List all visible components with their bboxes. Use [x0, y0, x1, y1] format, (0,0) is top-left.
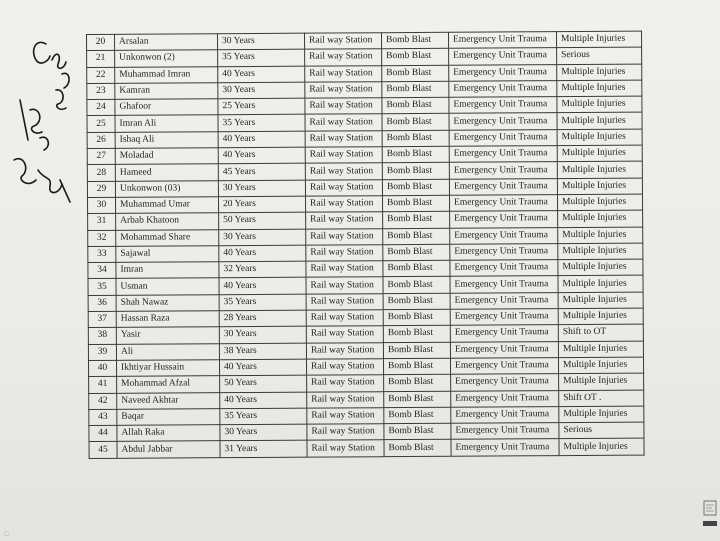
patient-age: 35 Years: [218, 115, 305, 132]
row-number: 40: [88, 360, 116, 376]
patient-condition: Multiple Injuries: [558, 210, 643, 227]
patient-condition: Multiple Injuries: [557, 80, 642, 97]
injury-cause: Bomb Blast: [382, 195, 449, 212]
treating-unit: Emergency Unit Trauma: [449, 97, 557, 114]
patient-age: 40 Years: [219, 245, 306, 262]
patient-age: 35 Years: [219, 294, 306, 311]
treating-unit: Emergency Unit Trauma: [450, 292, 558, 309]
patient-age: 40 Years: [219, 278, 306, 295]
injury-cause: Bomb Blast: [383, 228, 450, 245]
patient-condition: Multiple Injuries: [558, 308, 643, 325]
row-number: 31: [88, 214, 116, 230]
injury-cause: Bomb Blast: [383, 342, 450, 359]
incident-location: Rail way Station: [305, 49, 382, 66]
patient-age: 31 Years: [220, 441, 307, 458]
patient-name: Usman: [116, 278, 219, 295]
incident-location: Rail way Station: [305, 114, 382, 131]
patient-name: Muhammad Imran: [115, 66, 218, 83]
incident-location: Rail way Station: [305, 147, 382, 164]
patient-age: 30 Years: [219, 229, 306, 246]
row-number: 44: [89, 425, 117, 441]
treating-unit: Emergency Unit Trauma: [450, 341, 558, 358]
patient-condition: Multiple Injuries: [558, 243, 643, 260]
treating-unit: Emergency Unit Trauma: [451, 423, 559, 440]
patient-condition: Multiple Injuries: [558, 259, 643, 276]
handwritten-annotation: [0, 30, 80, 210]
treating-unit: Emergency Unit Trauma: [450, 276, 558, 293]
incident-location: Rail way Station: [306, 326, 383, 343]
injury-cause: Bomb Blast: [384, 407, 451, 424]
treating-unit: Emergency Unit Trauma: [449, 129, 557, 146]
incident-location: Rail way Station: [305, 163, 382, 180]
footer-watermark-icon: ▢: [4, 531, 9, 537]
patient-name: Ikhtiyar Hussain: [116, 360, 219, 377]
injury-cause: Bomb Blast: [383, 260, 450, 277]
patient-name: Yasir: [116, 327, 219, 344]
row-number: 45: [89, 442, 117, 458]
treating-unit: Emergency Unit Trauma: [448, 32, 556, 49]
incident-location: Rail way Station: [307, 424, 384, 441]
incident-location: Rail way Station: [305, 65, 382, 82]
row-number: 41: [89, 377, 117, 393]
incident-location: Rail way Station: [307, 391, 384, 408]
row-number: 27: [87, 148, 115, 164]
patient-age: 20 Years: [218, 196, 305, 213]
treating-unit: Emergency Unit Trauma: [451, 374, 559, 391]
treating-unit: Emergency Unit Trauma: [451, 390, 559, 407]
row-number: 43: [89, 409, 117, 425]
patient-name: Unkonwon (03): [115, 180, 218, 197]
row-number: 35: [88, 279, 116, 295]
injury-cause: Bomb Blast: [384, 423, 451, 440]
incident-location: Rail way Station: [306, 245, 383, 262]
patient-name: Arbab Khatoon: [116, 213, 219, 230]
incident-location: Rail way Station: [307, 408, 384, 425]
injury-cause: Bomb Blast: [383, 358, 450, 375]
row-number: 24: [87, 100, 115, 116]
treating-unit: Emergency Unit Trauma: [449, 195, 557, 212]
incident-location: Rail way Station: [305, 179, 382, 196]
incident-location: Rail way Station: [306, 212, 383, 229]
patient-age: 30 Years: [218, 33, 305, 50]
treating-unit: Emergency Unit Trauma: [451, 439, 559, 456]
treating-unit: Emergency Unit Trauma: [450, 325, 558, 342]
row-number: 42: [89, 393, 117, 409]
injury-cause: Bomb Blast: [383, 244, 450, 261]
patient-name: Mohammad Share: [116, 229, 219, 246]
injury-cause: Bomb Blast: [384, 375, 451, 392]
patient-condition: Multiple Injuries: [557, 145, 642, 162]
row-number: 25: [87, 116, 115, 132]
patient-name: Ishaq Ali: [115, 131, 218, 148]
patient-name: Allah Raka: [117, 425, 220, 442]
patient-name: Abdul Jabbar: [117, 441, 220, 458]
row-number: 23: [87, 83, 115, 99]
patient-name: Ali: [116, 343, 219, 360]
injury-cause: Bomb Blast: [382, 81, 449, 98]
patient-condition: Multiple Injuries: [558, 227, 643, 244]
patient-age: 40 Years: [218, 131, 305, 148]
treating-unit: Emergency Unit Trauma: [450, 358, 558, 375]
row-number: 33: [88, 246, 116, 262]
patient-name: Sajawal: [116, 246, 219, 263]
patient-age: 38 Years: [219, 343, 306, 360]
patient-name: Kamran: [115, 83, 218, 100]
row-number: 39: [88, 344, 116, 360]
patient-age: 40 Years: [218, 66, 305, 83]
incident-location: Rail way Station: [305, 82, 382, 99]
patient-age: 40 Years: [219, 359, 306, 376]
patient-name: Naveed Akhtar: [117, 392, 220, 409]
patient-name: Imran Ali: [115, 115, 218, 132]
patient-condition: Multiple Injuries: [557, 161, 642, 178]
injury-cause: Bomb Blast: [382, 49, 449, 66]
row-number: 28: [87, 165, 115, 181]
patient-name: Muhammad Umar: [115, 197, 218, 214]
patient-name: Ghafoor: [115, 99, 218, 116]
patient-condition: Multiple Injuries: [557, 96, 642, 113]
patient-age: 30 Years: [219, 327, 306, 344]
patient-name: Hassan Raza: [116, 311, 219, 328]
incident-location: Rail way Station: [306, 261, 383, 278]
patient-age: 35 Years: [218, 49, 305, 66]
injury-cause: Bomb Blast: [382, 130, 449, 147]
row-number: 37: [88, 311, 116, 327]
incident-location: Rail way Station: [305, 98, 382, 115]
injury-cause: Bomb Blast: [382, 97, 449, 114]
injury-cause: Bomb Blast: [381, 32, 448, 49]
treating-unit: Emergency Unit Trauma: [450, 227, 558, 244]
incident-location: Rail way Station: [306, 310, 383, 327]
incident-location: Rail way Station: [305, 196, 382, 213]
patient-name: Unkonwon (2): [115, 50, 218, 67]
injury-cause: Bomb Blast: [383, 309, 450, 326]
injury-cause: Bomb Blast: [382, 163, 449, 180]
treating-unit: Emergency Unit Trauma: [450, 309, 558, 326]
injury-cause: Bomb Blast: [384, 391, 451, 408]
row-number: 36: [88, 295, 116, 311]
row-number: 32: [88, 230, 116, 246]
injury-cause: Bomb Blast: [383, 326, 450, 343]
row-number: 22: [87, 67, 115, 83]
incident-location: Rail way Station: [306, 277, 383, 294]
injury-cause: Bomb Blast: [384, 440, 451, 457]
scanner-watermark-icon: [702, 499, 718, 529]
patient-condition: Multiple Injuries: [557, 64, 642, 81]
incident-location: Rail way Station: [306, 228, 383, 245]
patient-name: Moladad: [115, 148, 218, 165]
patient-condition: Serious: [559, 422, 644, 439]
patient-name: Shah Nawaz: [116, 294, 219, 311]
injury-cause: Bomb Blast: [383, 293, 450, 310]
injury-cause: Bomb Blast: [382, 146, 449, 163]
incident-location: Rail way Station: [306, 342, 383, 359]
treating-unit: Emergency Unit Trauma: [451, 406, 559, 423]
casualty-table: [86, 31, 645, 459]
treating-unit: Emergency Unit Trauma: [449, 113, 557, 130]
patient-condition: Serious: [557, 47, 642, 64]
patient-age: 30 Years: [218, 180, 305, 197]
patient-condition: Multiple Injuries: [559, 439, 644, 456]
row-number: 21: [87, 51, 115, 67]
injury-cause: Bomb Blast: [382, 114, 449, 131]
row-number: 34: [88, 262, 116, 278]
patient-age: 30 Years: [218, 82, 305, 99]
injury-cause: Bomb Blast: [382, 65, 449, 82]
patient-condition: Multiple Injuries: [558, 357, 643, 374]
patient-name: Mohammad Afzal: [117, 376, 220, 393]
patient-condition: Shift to OT: [558, 324, 643, 341]
patient-condition: Shift OT .: [559, 390, 644, 407]
patient-age: 45 Years: [218, 164, 305, 181]
patient-age: 50 Years: [219, 212, 306, 229]
injury-cause: Bomb Blast: [383, 212, 450, 229]
incident-location: Rail way Station: [306, 359, 383, 376]
treating-unit: Emergency Unit Trauma: [450, 211, 558, 228]
patient-age: 28 Years: [219, 310, 306, 327]
patient-condition: Multiple Injuries: [557, 113, 642, 130]
treating-unit: Emergency Unit Trauma: [449, 48, 557, 65]
patient-age: 32 Years: [219, 261, 306, 278]
patient-condition: Multiple Injuries: [556, 31, 641, 48]
row-number: 20: [87, 34, 115, 50]
treating-unit: Emergency Unit Trauma: [450, 243, 558, 260]
patient-age: 50 Years: [220, 375, 307, 392]
incident-location: Rail way Station: [307, 375, 384, 392]
patient-age: 40 Years: [220, 392, 307, 409]
incident-location: Rail way Station: [307, 440, 384, 457]
patient-name: Imran: [116, 262, 219, 279]
treating-unit: Emergency Unit Trauma: [450, 260, 558, 277]
patient-name: Arsalan: [115, 34, 218, 51]
patient-age: 35 Years: [220, 408, 307, 425]
patient-age: 25 Years: [218, 98, 305, 115]
patient-condition: Multiple Injuries: [558, 292, 643, 309]
treating-unit: Emergency Unit Trauma: [449, 146, 557, 163]
footer-watermark: [4, 531, 9, 537]
patient-condition: Multiple Injuries: [559, 373, 644, 390]
patient-name: Baqar: [117, 409, 220, 426]
patient-name: Hameed: [115, 164, 218, 181]
row-number: 30: [87, 197, 115, 213]
incident-location: Rail way Station: [304, 33, 381, 50]
patient-condition: Multiple Injuries: [559, 406, 644, 423]
patient-condition: Multiple Injuries: [557, 194, 642, 211]
patient-condition: Multiple Injuries: [557, 129, 642, 146]
treating-unit: Emergency Unit Trauma: [449, 178, 557, 195]
row-number: 38: [88, 328, 116, 344]
injury-cause: Bomb Blast: [383, 277, 450, 294]
treating-unit: Emergency Unit Trauma: [449, 81, 557, 98]
incident-location: Rail way Station: [306, 293, 383, 310]
treating-unit: Emergency Unit Trauma: [449, 162, 557, 179]
row-number: 29: [87, 181, 115, 197]
treating-unit: Emergency Unit Trauma: [449, 64, 557, 81]
patient-age: 40 Years: [218, 147, 305, 164]
injury-cause: Bomb Blast: [382, 179, 449, 196]
patient-age: 30 Years: [220, 424, 307, 441]
table-row: [89, 439, 644, 459]
incident-location: Rail way Station: [305, 130, 382, 147]
patient-condition: Multiple Injuries: [558, 276, 643, 293]
patient-condition: Multiple Injuries: [558, 341, 643, 358]
patient-condition: Multiple Injuries: [557, 178, 642, 195]
row-number: 26: [87, 132, 115, 148]
